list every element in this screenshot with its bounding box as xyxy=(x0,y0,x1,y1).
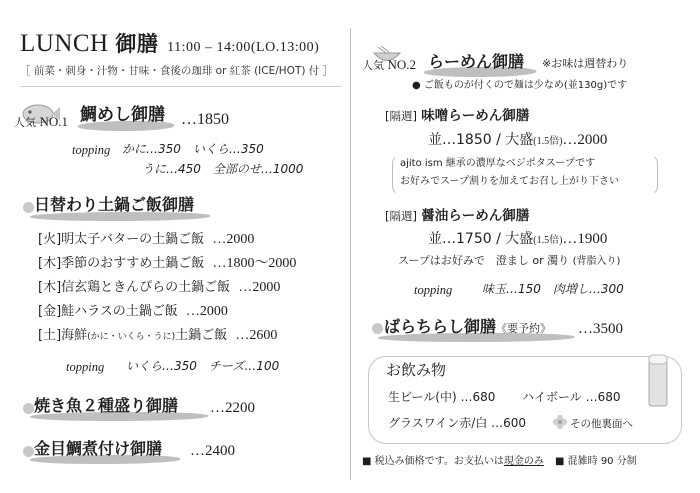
biweekly-tag: [隔週] xyxy=(385,209,417,223)
tai-topping-line1: かに…350 いくら…350 xyxy=(122,142,264,156)
miso-heading xyxy=(385,109,529,125)
miso-desc-line2: お好みでスープ割りを加えてお召し上がり下さい xyxy=(400,176,619,187)
donabe-item xyxy=(38,232,254,248)
tax-note: ■ 税込み価格です。お支払いは xyxy=(362,456,504,467)
item-price: …2000 xyxy=(212,232,255,247)
oomori-note: (1.5倍) xyxy=(533,136,563,147)
oomori-price: …1900 xyxy=(562,231,608,247)
item-name: 信玄鶏ときんぴらの土鍋ご飯 xyxy=(61,280,231,295)
miso-name: 味噌らーめん御膳 xyxy=(421,108,530,124)
item-name: 鮭ハラスの土鍋ご飯 xyxy=(61,304,178,319)
barachirashi-heading xyxy=(384,318,551,336)
item-price: …2000 xyxy=(185,304,228,319)
donabe-title: 日替わり土鍋ご飯御膳 xyxy=(34,195,195,214)
time-limit-note: ■ 混雑時 90 分制 xyxy=(555,456,637,467)
barachirashi-price: …3500 xyxy=(578,321,623,337)
item-name: 季節のおすすめ土鍋ご飯 xyxy=(61,256,205,271)
beer-glass-illustration xyxy=(646,352,670,408)
item-price: …1800〜2000 xyxy=(212,256,297,271)
topping-label: topping xyxy=(72,143,111,157)
shoyu-prices xyxy=(428,231,607,248)
day-tag: [土] xyxy=(38,328,62,343)
soup-choice: スープはお好みで 澄まし or 濁り xyxy=(398,254,570,267)
ramen-gozen-name: らーめん御膳 xyxy=(428,52,525,71)
ramen-weekly-note: ※お味は週替わり xyxy=(542,57,629,70)
rank-badge-1 xyxy=(14,115,68,130)
shoyu-soup-line xyxy=(398,255,620,268)
donabe-item xyxy=(38,328,277,344)
donabe-item xyxy=(38,304,228,320)
header-divider xyxy=(20,86,342,87)
rank-prefix: 人気 xyxy=(14,116,36,129)
day-tag: [木] xyxy=(38,256,62,271)
topping-label: topping xyxy=(414,283,453,297)
item-name-2: 土鍋ご飯 xyxy=(175,328,228,343)
section-dot xyxy=(23,403,34,414)
item-price: …2600 xyxy=(235,328,278,343)
rank-badge-2 xyxy=(362,58,416,73)
tai-meshi-name: 鯛めし御膳 xyxy=(80,105,165,125)
barachirashi-name: ばらちらし御膳 xyxy=(384,317,497,336)
tai-meshi-price: …1850 xyxy=(181,111,229,128)
lunch-word: LUNCH xyxy=(20,30,109,57)
rank-prefix: 人気 xyxy=(362,59,384,72)
day-tag: [木] xyxy=(38,280,62,295)
section-dot xyxy=(23,202,34,213)
rank-number: NO.2 xyxy=(387,57,417,72)
donabe-topping-label xyxy=(66,360,104,374)
ramen-topping-line: 味玉…150 肉増し…300 xyxy=(482,282,624,296)
yakizakana-price: …2200 xyxy=(210,400,255,416)
topping-label: topping xyxy=(66,360,105,374)
ramen-noodle-note: ● ご飯ものが付くので麺は少なめ(並130g)です xyxy=(412,80,628,91)
gozen-word: 御膳 xyxy=(115,32,159,56)
other-drinks-note: その他裏面へ xyxy=(570,418,633,430)
donabe-topping-line: いくら…350 チーズ…100 xyxy=(126,359,280,373)
price-line: 並…1850 / 大盛 xyxy=(428,132,534,148)
day-tag: [火] xyxy=(38,232,62,247)
item-note: (かに・いくら・うに) xyxy=(87,332,176,342)
wine-item: グラスワイン赤/白 …600 xyxy=(388,416,527,430)
item-price: …2000 xyxy=(238,280,281,295)
day-tag: [金] xyxy=(38,304,62,319)
tai-topping-label xyxy=(72,143,110,157)
flower-icon xyxy=(552,414,568,430)
biweekly-tag: [隔週] xyxy=(385,109,417,123)
price-line: 並…1750 / 大盛 xyxy=(428,231,534,247)
includes-note: ［ 前菜・刺身・汁物・甘味・食後の珈琲 or 紅茶 (ICE/HOT) 付 ］ xyxy=(20,65,334,77)
beer-item: 生ビール(中) …680 xyxy=(388,390,496,404)
business-hours: 11:00 – 14:00(LO.13:00) xyxy=(167,40,320,55)
item-name: 海鮮 xyxy=(61,328,88,343)
cash-only-note: 現金のみ xyxy=(503,456,544,467)
tai-topping-line2: うに…450 全部のせ…1000 xyxy=(142,162,304,176)
section-dot xyxy=(23,446,34,457)
section-dot xyxy=(372,323,383,334)
soup-note: (背脂入り) xyxy=(572,256,621,267)
item-name: 明太子バターの土鍋ご飯 xyxy=(61,232,205,247)
lunch-title xyxy=(20,30,319,59)
kinmedai-price: …2400 xyxy=(190,443,235,459)
shoyu-name: 醤油らーめん御膳 xyxy=(421,208,530,224)
miso-desc-line1: ajito ism 継承の濃厚なベジポタスープです xyxy=(400,158,596,169)
yakizakana-name: 焼き魚２種盛り御膳 xyxy=(34,396,179,415)
highball-item: ハイボール …680 xyxy=(522,390,621,404)
shoyu-heading xyxy=(385,209,529,225)
rank-number: NO.1 xyxy=(39,114,69,129)
oomori-price: …2000 xyxy=(562,132,608,148)
kinmedai-name: 金目鯛煮付け御膳 xyxy=(34,439,163,458)
oomori-note: (1.5倍) xyxy=(533,235,563,246)
donabe-item xyxy=(38,280,280,296)
reservation-note: 《要予約》 xyxy=(496,322,552,335)
donabe-item xyxy=(38,256,296,272)
miso-prices xyxy=(428,132,607,149)
footer-note xyxy=(362,456,637,468)
ramen-topping-label xyxy=(414,283,452,297)
drinks-title: お飲み物 xyxy=(382,362,450,379)
column-divider xyxy=(350,28,351,480)
